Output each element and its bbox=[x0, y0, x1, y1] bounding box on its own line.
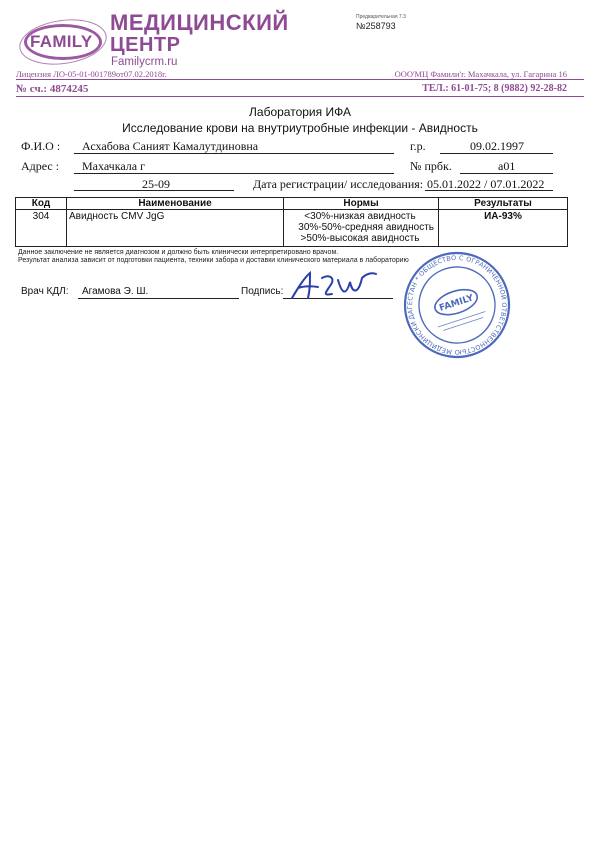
phone-numbers: ТЕЛ.: 61-01-75; 8 (9882) 92-28-82 bbox=[422, 83, 567, 94]
fio-underline bbox=[74, 153, 394, 154]
results-table bbox=[15, 197, 568, 247]
tube-value: а01 bbox=[498, 159, 516, 173]
stamp-ring-text: ДАГЕСТАН * ОБЩЕСТВО С ОГРАНИЧЕННОЙ ОТВЕТСТВЕННОСТЬЮ МЕДИЦИНСКИЙ bbox=[405, 253, 509, 357]
table-row bbox=[16, 210, 568, 247]
dob-label: г.р. bbox=[410, 139, 426, 153]
table-header-row bbox=[16, 198, 568, 210]
col-norms-header: Нормы bbox=[284, 198, 439, 210]
registration-label: Дата регистрации/ исследования: bbox=[253, 177, 424, 191]
dob-underline bbox=[440, 153, 553, 154]
signature-label: Подпись: bbox=[241, 286, 284, 297]
disclaimer-line2: Результат анализа зависит от подготовки пациента, техники забора и доставки клинического материала в лабораторию bbox=[18, 257, 409, 264]
col-results-header: Результаты bbox=[439, 198, 568, 210]
address-underline bbox=[74, 173, 394, 174]
website: Familycrm.ru bbox=[111, 56, 178, 68]
clinic-title-line1: МЕДИЦИНСКИЙ bbox=[110, 10, 289, 35]
norm-low: <30%-низкая авидность bbox=[304, 211, 416, 222]
sample-code: 25-09 bbox=[142, 177, 170, 191]
study-title: Исследование крови на внутриутробные инфекции - Авидность bbox=[122, 121, 478, 135]
header-divider-2 bbox=[16, 96, 584, 97]
registration-underline bbox=[425, 190, 553, 191]
address-label: Адрес : bbox=[21, 159, 60, 173]
code-underline bbox=[74, 190, 234, 191]
row-result: ИА-93% bbox=[439, 210, 568, 247]
doctor-underline bbox=[78, 298, 239, 299]
row-norms bbox=[284, 210, 439, 247]
tube-label: № прбк. bbox=[410, 159, 452, 173]
registration-value: 05.01.2022 / 07.01.2022 bbox=[427, 177, 545, 191]
tube-underline bbox=[460, 173, 553, 174]
doctor-name: Агамова Э. Ш. bbox=[82, 286, 149, 297]
doctor-label: Врач КДЛ: bbox=[21, 286, 69, 297]
stamp-center-text: FAMILY bbox=[438, 293, 475, 314]
col-name-header: Наименование bbox=[67, 198, 284, 210]
fio-value: Асхабова Саният Камалутдиновна bbox=[82, 139, 259, 153]
address-value: Махачкала г bbox=[82, 159, 146, 173]
license-text: Лицензия ЛО-05-01-001789от07.02.2018г. bbox=[16, 69, 167, 79]
preliminary-label: Предварительная 7.3 bbox=[356, 14, 406, 20]
disclaimer-line1: Данное заключение не является диагнозом и должно быть клинически интерпретировано врачом. bbox=[18, 249, 339, 256]
header-divider bbox=[16, 79, 584, 80]
logo-text: FAMILY bbox=[30, 32, 93, 51]
organization-address: ООО'МЦ Фамили'г. Махачкала, ул. Гагарина 16 bbox=[394, 69, 567, 79]
preliminary-number: №258793 bbox=[356, 21, 396, 31]
invoice-number: № сч.: 4874245 bbox=[16, 83, 89, 95]
dob-value: 09.02.1997 bbox=[470, 139, 524, 153]
norm-high: >50%-высокая авидность bbox=[300, 233, 420, 244]
col-code-header: Код bbox=[16, 198, 67, 210]
norm-medium: 30%-50%-средняя авидность bbox=[298, 222, 434, 233]
clinic-title-line2: ЦЕНТР bbox=[110, 34, 181, 56]
lab-title: Лаборатория ИФА bbox=[249, 105, 351, 119]
fio-label: Ф.И.О : bbox=[21, 139, 61, 153]
handwritten-signature bbox=[288, 270, 383, 304]
row-test-name: Авидность CMV JgG bbox=[67, 210, 284, 247]
clinic-stamp bbox=[402, 250, 512, 360]
row-code: 304 bbox=[16, 210, 67, 247]
